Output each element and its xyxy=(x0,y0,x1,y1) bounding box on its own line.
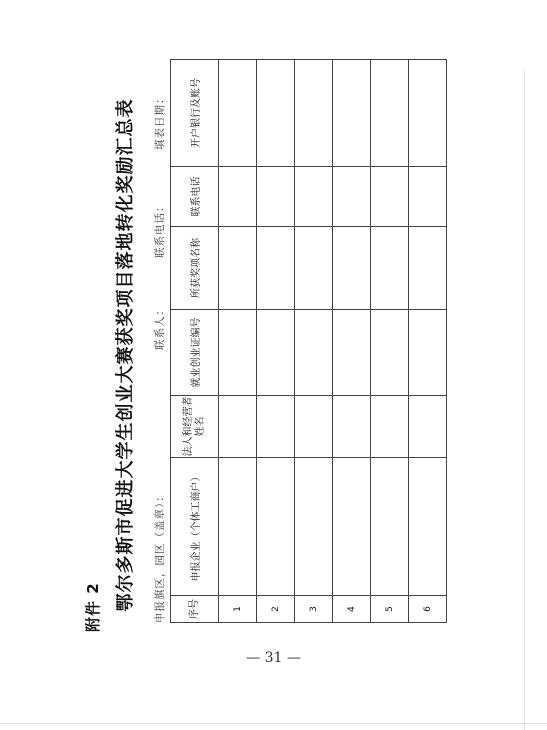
table-cell[interactable] xyxy=(333,396,371,458)
table-row xyxy=(295,60,333,623)
fill-date-label: 填表日期： xyxy=(154,92,166,150)
attachment-label: 附件 2 xyxy=(84,582,102,632)
table-cell[interactable] xyxy=(371,396,409,458)
table-cell[interactable] xyxy=(257,396,295,458)
row-number-cell: 1 xyxy=(219,596,257,623)
header-award-name: 所获奖项名称 xyxy=(171,227,219,310)
table-cell[interactable] xyxy=(219,167,257,227)
row-number-cell: 2 xyxy=(257,596,295,623)
summary-table xyxy=(170,59,447,623)
table-header-row xyxy=(171,60,219,623)
header-serial-number: 序号 xyxy=(171,596,219,623)
table-cell[interactable] xyxy=(257,310,295,396)
table-cell[interactable] xyxy=(409,310,447,396)
header-legal-person-name: 法人和经营者姓名 xyxy=(171,396,219,458)
table-cell[interactable] xyxy=(333,310,371,396)
row-number-cell: 3 xyxy=(295,596,333,623)
table-row xyxy=(257,60,295,623)
document-title: 鄂尔多斯市促进大学生创业大赛获奖项目落地转化奖励汇总表 xyxy=(115,98,136,612)
header-applicant-enterprise: 申报企业（个体工商户） xyxy=(171,458,219,596)
applicant-region-label: 申报旗区，园区（盖章）： xyxy=(154,490,166,623)
table-cell[interactable] xyxy=(409,458,447,596)
table-cell[interactable] xyxy=(333,60,371,167)
table-cell[interactable] xyxy=(257,60,295,167)
table-cell[interactable] xyxy=(295,396,333,458)
table-cell[interactable] xyxy=(409,167,447,227)
table-cell[interactable] xyxy=(333,458,371,596)
table-cell[interactable] xyxy=(371,458,409,596)
header-contact-phone: 联系电话 xyxy=(171,167,219,227)
table-cell[interactable] xyxy=(219,310,257,396)
header-bank-account: 开户银行及账号 xyxy=(171,60,219,167)
table-cell[interactable] xyxy=(371,60,409,167)
table-cell[interactable] xyxy=(409,396,447,458)
table-cell[interactable] xyxy=(219,60,257,167)
table-cell[interactable] xyxy=(295,60,333,167)
table-cell[interactable] xyxy=(257,458,295,596)
table-cell[interactable] xyxy=(333,167,371,227)
table-cell[interactable] xyxy=(409,60,447,167)
page-number: — 31 — xyxy=(246,650,301,666)
table-row xyxy=(333,60,371,623)
contact-phone-label: 联系电话： xyxy=(154,200,166,258)
table-row xyxy=(371,60,409,623)
table-cell[interactable] xyxy=(219,227,257,310)
table-cell[interactable] xyxy=(257,167,295,227)
table-cell[interactable] xyxy=(371,227,409,310)
table-cell[interactable] xyxy=(257,227,295,310)
row-number-cell: 6 xyxy=(409,596,447,623)
table-cell[interactable] xyxy=(295,227,333,310)
row-number-cell: 4 xyxy=(333,596,371,623)
table-cell[interactable] xyxy=(219,458,257,596)
table-cell[interactable] xyxy=(295,458,333,596)
table-cell[interactable] xyxy=(219,396,257,458)
table-cell[interactable] xyxy=(333,227,371,310)
table-cell[interactable] xyxy=(371,167,409,227)
contact-person-label: 联系人： xyxy=(154,304,166,350)
table-row xyxy=(219,60,257,623)
table-cell[interactable] xyxy=(295,310,333,396)
table-cell[interactable] xyxy=(371,310,409,396)
row-number-cell: 5 xyxy=(371,596,409,623)
header-employment-certificate-number: 就业创业证编号 xyxy=(171,310,219,396)
table-row xyxy=(409,60,447,623)
table-cell[interactable] xyxy=(409,227,447,310)
table-cell[interactable] xyxy=(295,167,333,227)
